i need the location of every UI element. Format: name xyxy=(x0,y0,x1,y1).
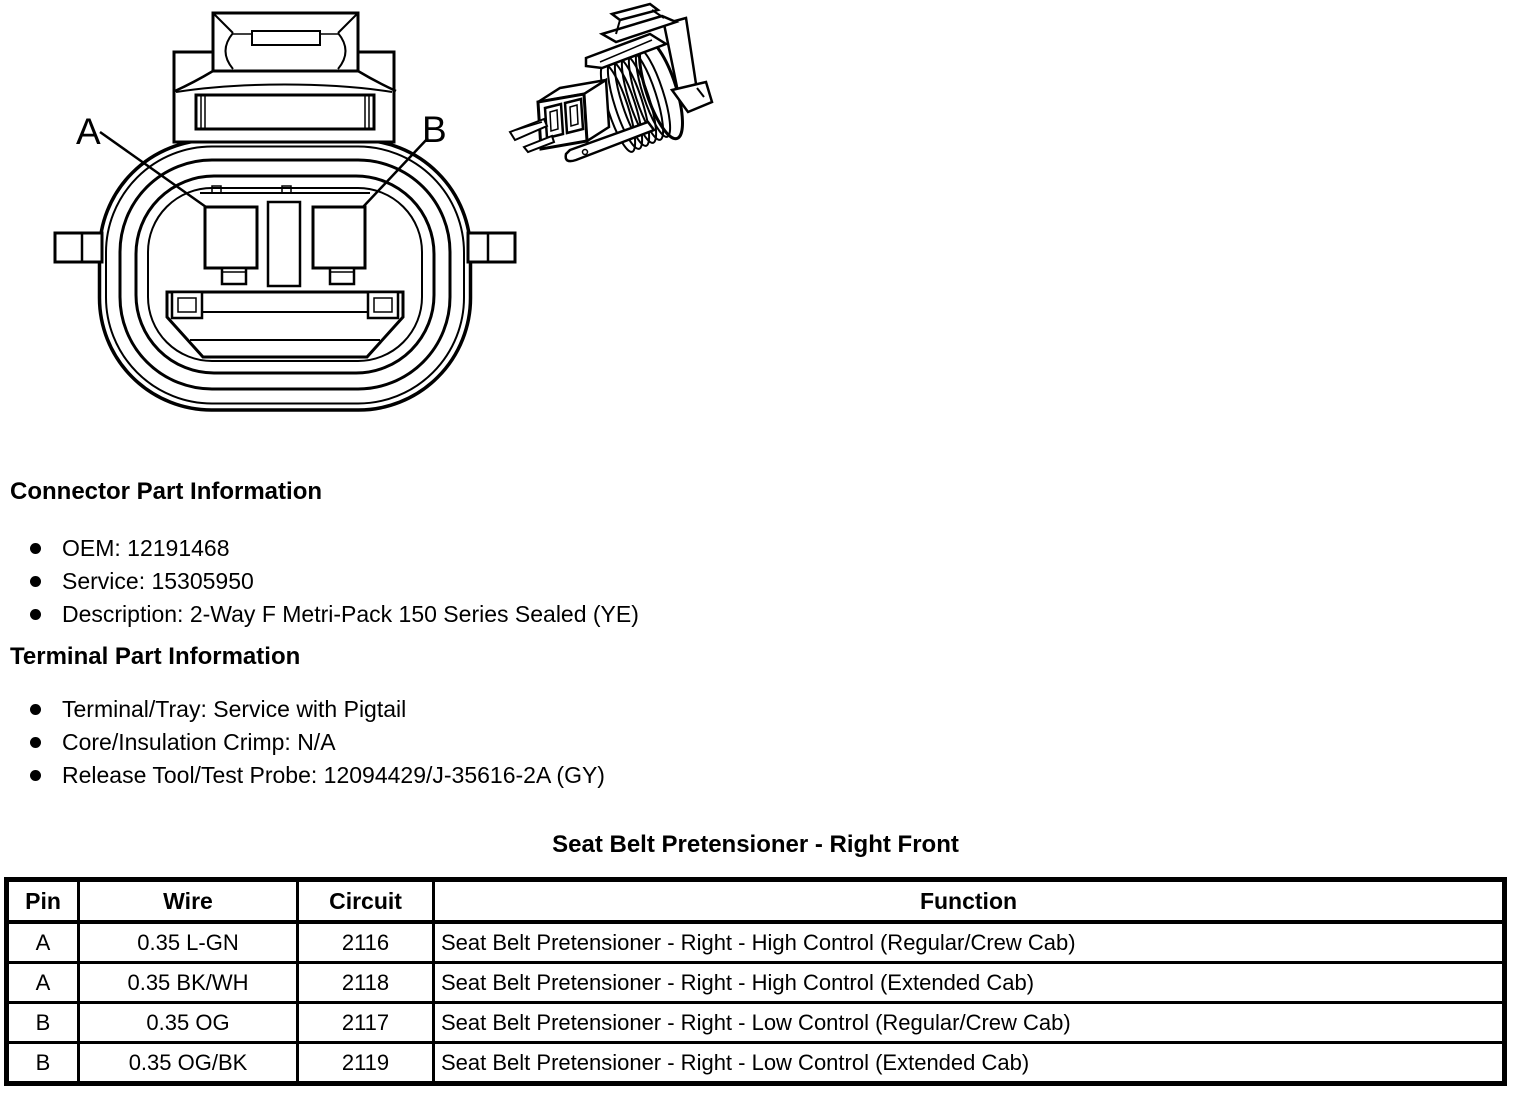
cell-circuit: 2116 xyxy=(298,922,434,963)
cell-pin: A xyxy=(7,922,79,963)
cell-circuit: 2119 xyxy=(298,1043,434,1084)
cell-pin: A xyxy=(7,963,79,1003)
list-item-text: Terminal/Tray: Service with Pigtail xyxy=(62,695,407,722)
cell-function: Seat Belt Pretensioner - Right - Low Control (Extended Cab) xyxy=(434,1043,1505,1084)
col-header-circuit: Circuit xyxy=(298,880,434,923)
list-item-text: Release Tool/Test Probe: 12094429/J-35616-2A (GY) xyxy=(62,761,605,788)
connector-diagram xyxy=(0,0,760,455)
cell-wire: 0.35 OG/BK xyxy=(79,1043,298,1084)
terminal-b-label: B xyxy=(422,109,447,150)
connector-iso-view xyxy=(510,4,712,161)
bottom-lock-bar xyxy=(167,292,403,357)
table-row xyxy=(7,1043,1505,1084)
cell-function: Seat Belt Pretensioner - Right - High Control (Regular/Crew Cab) xyxy=(434,922,1505,963)
cell-function: Seat Belt Pretensioner - Right - High Control (Extended Cab) xyxy=(434,963,1505,1003)
col-header-wire: Wire xyxy=(79,880,298,923)
pinout-table xyxy=(4,877,1507,1086)
connector-part-info-heading: Connector Part Information xyxy=(10,478,323,505)
center-divider xyxy=(268,202,300,286)
list-item-oem xyxy=(30,535,230,561)
cell-wire: 0.35 BK/WH xyxy=(79,963,298,1003)
terminal-cavity-b xyxy=(313,207,365,284)
bullet-dot-icon xyxy=(30,576,41,587)
list-item-service xyxy=(30,568,254,594)
col-header-function: Function xyxy=(434,880,1505,923)
cell-circuit: 2117 xyxy=(298,1003,434,1043)
bullet-dot-icon xyxy=(30,609,41,620)
terminal-a-label: A xyxy=(76,111,101,152)
list-item-crimp xyxy=(30,729,336,755)
cell-circuit: 2118 xyxy=(298,963,434,1003)
list-item-text: OEM: 12191468 xyxy=(62,534,230,561)
cell-wire: 0.35 OG xyxy=(79,1003,298,1043)
terminal-part-info-heading: Terminal Part Information xyxy=(10,643,301,670)
cell-pin: B xyxy=(7,1043,79,1084)
list-item-terminal-tray xyxy=(30,696,406,722)
table-row xyxy=(7,1003,1505,1043)
list-item-text: Description: 2-Way F Metri-Pack 150 Series Sealed (YE) xyxy=(62,600,639,627)
terminal-cavity-a xyxy=(205,207,257,284)
bullet-dot-icon xyxy=(30,770,41,781)
cell-function: Seat Belt Pretensioner - Right - Low Control (Regular/Crew Cab) xyxy=(434,1003,1505,1043)
list-item-description xyxy=(30,601,639,627)
bullet-dot-icon xyxy=(30,737,41,748)
table-title: Seat Belt Pretensioner - Right Front xyxy=(552,831,959,858)
table-row xyxy=(7,922,1505,963)
list-item-release-tool xyxy=(30,762,605,788)
bullet-dot-icon xyxy=(30,704,41,715)
cell-pin: B xyxy=(7,1003,79,1043)
col-header-pin: Pin xyxy=(7,880,79,923)
latch-tower xyxy=(174,13,396,142)
table-row xyxy=(7,963,1505,1003)
cell-wire: 0.35 L-GN xyxy=(79,922,298,963)
bullet-dot-icon xyxy=(30,543,41,554)
list-item-text: Core/Insulation Crimp: N/A xyxy=(62,728,336,755)
list-item-text: Service: 15305950 xyxy=(62,567,254,594)
connector-front-view xyxy=(55,13,515,410)
table-header-row xyxy=(7,880,1505,923)
